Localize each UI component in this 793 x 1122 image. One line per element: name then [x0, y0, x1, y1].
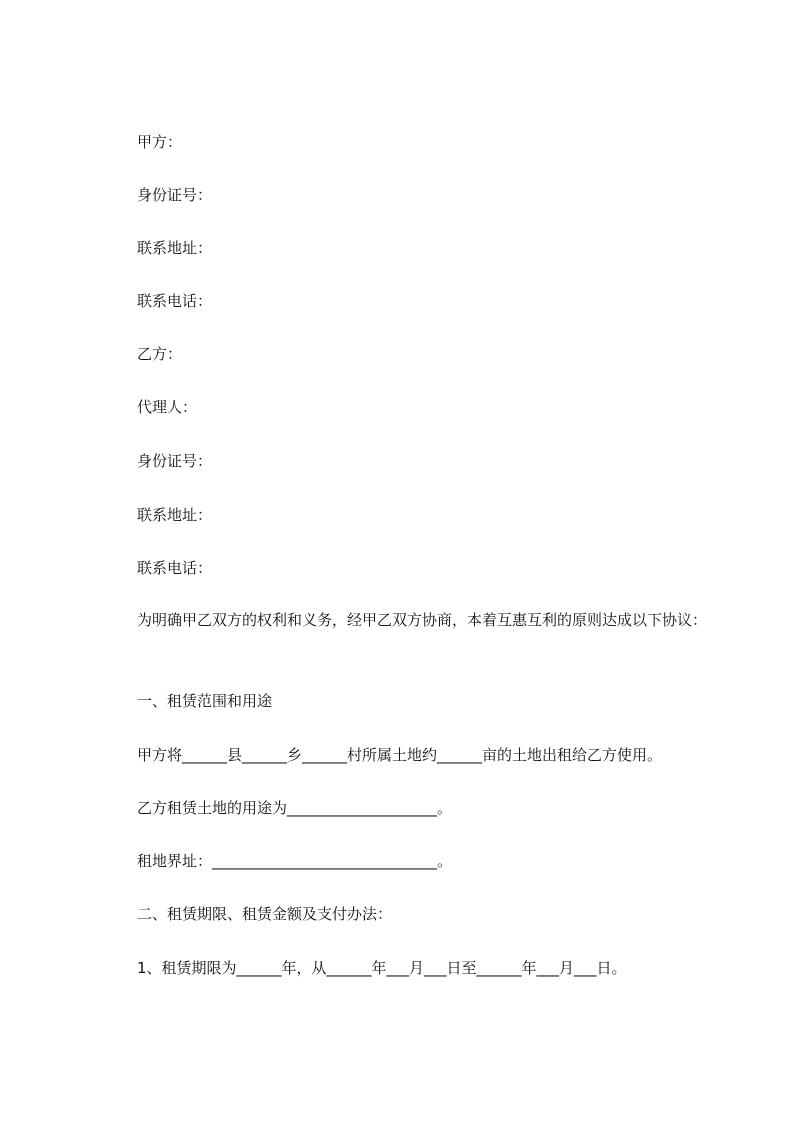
section1-heading: 一、租赁范围和用途 — [137, 692, 273, 710]
party-b-agent-label: 代理人： — [137, 398, 198, 416]
preamble-paragraph — [104, 607, 724, 633]
party-a-label: 甲方： — [137, 133, 183, 151]
section1-usage: 乙方租赁土地的用途为____________________。 — [137, 799, 453, 817]
preamble-text: 为明确甲乙双方的权利和义务，经甲乙双方协商，本着互惠互利的原则达成以下协议： — [137, 611, 708, 629]
party-b-id-label: 身份证号： — [137, 452, 213, 470]
section1-boundary: 租地界址：______________________________。 — [137, 852, 453, 870]
section2-heading: 二、租赁期限、租赁金额及支付办法： — [137, 905, 393, 923]
party-a-address-label: 联系地址： — [137, 239, 213, 257]
party-a-id-label: 身份证号： — [137, 186, 213, 204]
party-b-address-label: 联系地址： — [137, 506, 213, 524]
party-a-phone-label: 联系电话： — [137, 292, 213, 310]
party-b-label: 乙方： — [137, 345, 183, 363]
section2-term: 1、租赁期限为______年，从______年___月___日至______年___月___日。 — [137, 959, 627, 977]
section1-scope: 甲方将______县______乡______村所属土地约______亩的土地出租给乙方使用。 — [137, 746, 663, 764]
party-b-phone-label: 联系电话： — [137, 559, 213, 577]
